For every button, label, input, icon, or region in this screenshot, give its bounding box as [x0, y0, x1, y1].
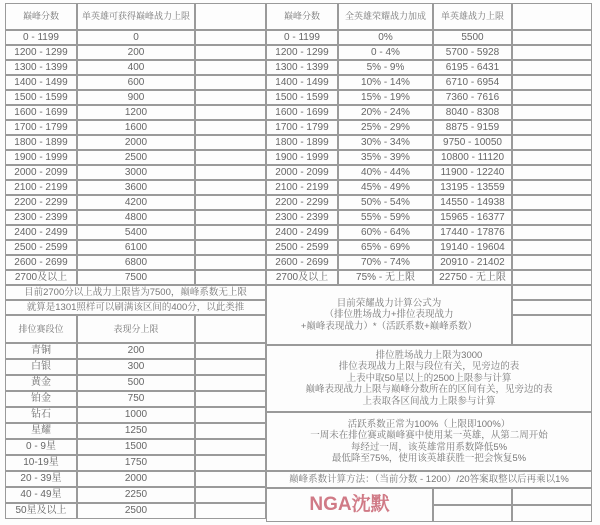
active-coefficient-box-line: 一周未在排位赛或巅峰赛中使用某一英雄，从第二周开始: [310, 430, 548, 442]
table-cell-score: 1700 - 1799: [5, 120, 77, 135]
rank-cell-empty: [195, 343, 266, 359]
table-cell-bonus: 65% - 69%: [338, 240, 433, 255]
table-cell-empty: [512, 90, 592, 105]
table-cell-score: 1600 - 1699: [266, 105, 338, 120]
table-cell-limit: 900: [77, 90, 195, 105]
rank-cell-empty: [195, 455, 266, 471]
table-cell-empty: [512, 135, 592, 150]
table-cell-limit: 4800: [77, 210, 195, 225]
limits-box-line: 排位胜场战力上限为3000: [375, 350, 483, 362]
left-header-empty: [195, 3, 266, 30]
table-cell-limit: 19140 - 19604: [433, 240, 512, 255]
rank-cell-tier: 50星及以上: [5, 503, 77, 519]
rank-cell-limit: 1000: [77, 407, 195, 423]
table-cell-empty: [512, 255, 592, 270]
rank-cell-tier: 40 - 49星: [5, 487, 77, 503]
table-cell-empty: [512, 45, 592, 60]
rank-cell-tier: 20 - 39星: [5, 471, 77, 487]
table-cell-limit: 11900 - 12240: [433, 165, 512, 180]
table-cell-empty: [512, 150, 592, 165]
rank-header-tier: 排位赛段位: [5, 315, 77, 343]
left-header-score: 巅峰分数: [5, 3, 77, 30]
table-cell-limit: 5500: [433, 30, 512, 45]
rank-cell-empty: [195, 391, 266, 407]
table-cell-empty: [195, 270, 266, 285]
table-cell-empty: [512, 210, 592, 225]
table-cell-score: 2500 - 2599: [5, 240, 77, 255]
table-cell-score: 2600 - 2699: [266, 255, 338, 270]
table-cell-score: 2300 - 2399: [266, 210, 338, 225]
rank-cell-tier: 黄金: [5, 375, 77, 391]
table-cell-empty: [195, 135, 266, 150]
table-cell-empty: [195, 240, 266, 255]
rank-cell-limit: 750: [77, 391, 195, 407]
table-cell-empty: [512, 75, 592, 90]
table-cell-limit: 22750 - 无上限: [433, 270, 512, 285]
table-cell-empty: [195, 165, 266, 180]
table-cell-limit: 1200: [77, 105, 195, 120]
table-cell-score: 1500 - 1599: [5, 90, 77, 105]
table-cell-empty: [195, 30, 266, 45]
active-coefficient-box-line: 每经过一周，该英雄常用系数降低5%: [350, 441, 508, 453]
formula-box: [266, 285, 512, 345]
table-cell-bonus: 45% - 49%: [338, 180, 433, 195]
table-cell-bonus: 20% - 24%: [338, 105, 433, 120]
table-cell-bonus: 5% - 9%: [338, 60, 433, 75]
rank-header-limit: 表现分上限: [77, 315, 195, 343]
table-cell-empty: [195, 45, 266, 60]
table-cell-empty: [195, 75, 266, 90]
table-cell-empty: [512, 30, 592, 45]
table-cell-limit: 3000: [77, 165, 195, 180]
limits-box: [266, 345, 592, 412]
table-cell-score: 2700及以上: [266, 270, 338, 285]
table-cell-limit: 600: [77, 75, 195, 90]
table-cell-limit: 8040 - 8308: [433, 105, 512, 120]
table-cell-limit: 15965 - 16377: [433, 210, 512, 225]
right-header-bonus: 全英雄荣耀战力加成: [338, 3, 433, 30]
table-cell-score: 1200 - 1299: [266, 45, 338, 60]
table-cell-empty: [195, 255, 266, 270]
rank-cell-empty: [195, 359, 266, 375]
table-cell-score: 2600 - 2699: [5, 255, 77, 270]
table-cell-score: 1700 - 1799: [266, 120, 338, 135]
empty-cell: [512, 505, 592, 522]
rank-cell-empty: [195, 407, 266, 423]
empty-cell: [512, 300, 592, 315]
rank-cell-limit: 1250: [77, 423, 195, 439]
empty-cell: [433, 488, 512, 505]
table-cell-empty: [512, 225, 592, 240]
table-cell-limit: 2000: [77, 135, 195, 150]
table-cell-score: 1900 - 1999: [5, 150, 77, 165]
rank-cell-tier: 0 - 9星: [5, 439, 77, 455]
empty-cell: [512, 315, 592, 345]
table-cell-bonus: 15% - 19%: [338, 90, 433, 105]
table-cell-limit: 14550 - 14938: [433, 195, 512, 210]
table-cell-score: 1800 - 1899: [5, 135, 77, 150]
rank-cell-limit: 2250: [77, 487, 195, 503]
table-cell-score: 1600 - 1699: [5, 105, 77, 120]
table-cell-empty: [195, 150, 266, 165]
limits-box-line: 排位表现战力上限与段位有关，见旁边的表: [338, 361, 520, 373]
table-cell-score: 2700及以上: [5, 270, 77, 285]
table-cell-empty: [195, 105, 266, 120]
right-header-score: 巅峰分数: [266, 3, 338, 30]
table-cell-empty: [195, 195, 266, 210]
table-cell-limit: 6710 - 6954: [433, 75, 512, 90]
table-cell-bonus: 55% - 59%: [338, 210, 433, 225]
table-cell-score: 1200 - 1299: [5, 45, 77, 60]
table-cell-score: 1900 - 1999: [266, 150, 338, 165]
table-cell-limit: 200: [77, 45, 195, 60]
rank-cell-limit: 300: [77, 359, 195, 375]
table-cell-score: 2400 - 2499: [5, 225, 77, 240]
formula-box-line: 目前荣耀战力计算公式为: [336, 297, 442, 309]
rank-cell-limit: 2000: [77, 471, 195, 487]
table-cell-limit: 0: [77, 30, 195, 45]
rank-cell-tier: 星耀: [5, 423, 77, 439]
table-cell-limit: 13195 - 13559: [433, 180, 512, 195]
right-header-limit: 单英雄战力上限: [433, 3, 512, 30]
table-cell-score: 0 - 1199: [5, 30, 77, 45]
rank-cell-empty: [195, 439, 266, 455]
rank-cell-empty: [195, 503, 266, 519]
table-cell-empty: [512, 195, 592, 210]
table-cell-limit: 6800: [77, 255, 195, 270]
table-cell-limit: 2500: [77, 150, 195, 165]
table-cell-empty: [195, 210, 266, 225]
table-cell-limit: 9750 - 10050: [433, 135, 512, 150]
table-cell-empty: [512, 180, 592, 195]
table-cell-empty: [512, 120, 592, 135]
rank-cell-empty: [195, 487, 266, 503]
table-cell-bonus: 60% - 64%: [338, 225, 433, 240]
table-cell-score: 0 - 1199: [266, 30, 338, 45]
table-cell-bonus: 25% - 29%: [338, 120, 433, 135]
table-cell-score: 2100 - 2199: [266, 180, 338, 195]
table-cell-score: 2300 - 2399: [5, 210, 77, 225]
right-header-empty: [512, 3, 592, 30]
table-cell-empty: [512, 60, 592, 75]
table-cell-empty: [512, 270, 592, 285]
table-cell-limit: 6195 - 6431: [433, 60, 512, 75]
active-coefficient-box-line: 活跃系数正常为100%（上限即100%）: [347, 418, 511, 430]
rank-cell-limit: 1500: [77, 439, 195, 455]
table-cell-limit: 10800 - 11120: [433, 150, 512, 165]
table-cell-bonus: 35% - 39%: [338, 150, 433, 165]
table-cell-bonus: 0%: [338, 30, 433, 45]
table-cell-limit: 8875 - 9159: [433, 120, 512, 135]
note-interval: 就算是1301照样可以刷满该区间的400分，以此类推: [5, 300, 266, 315]
table-cell-score: 2500 - 2599: [266, 240, 338, 255]
limits-box-line: 上表中取50星以上的2500上限参与计算: [346, 372, 512, 384]
table-cell-empty: [195, 120, 266, 135]
table-cell-empty: [195, 60, 266, 75]
table-cell-bonus: 75% - 无上限: [338, 270, 433, 285]
table-cell-limit: 5700 - 5928: [433, 45, 512, 60]
rank-cell-tier: 10-19星: [5, 455, 77, 471]
table-cell-empty: [195, 90, 266, 105]
empty-cell: [433, 505, 512, 522]
table-cell-bonus: 70% - 74%: [338, 255, 433, 270]
table-cell-limit: 6100: [77, 240, 195, 255]
table-cell-limit: 400: [77, 60, 195, 75]
rank-cell-empty: [195, 471, 266, 487]
rank-cell-tier: 青铜: [5, 343, 77, 359]
table-cell-limit: 3600: [77, 180, 195, 195]
active-coefficient-box-line: 最低降至75%，使用该英雄获胜一把会恢复5%: [331, 452, 527, 464]
formula-box-line: （排位胜场战力+排位表现战力: [324, 309, 454, 321]
rank-cell-tier: 钻石: [5, 407, 77, 423]
table-cell-empty: [512, 165, 592, 180]
rank-cell-tier: 铂金: [5, 391, 77, 407]
table-cell-limit: 1600: [77, 120, 195, 135]
table-cell-score: 2100 - 2199: [5, 180, 77, 195]
table-cell-limit: 20910 - 21402: [433, 255, 512, 270]
table-cell-empty: [512, 240, 592, 255]
peak-coefficient-formula: 巅峰系数计算方法：（当前分数 - 1200）/20答案取整以后再乘以1%: [266, 471, 592, 488]
table-cell-limit: 5400: [77, 225, 195, 240]
table-cell-score: 1400 - 1499: [266, 75, 338, 90]
table-cell-score: 1300 - 1399: [5, 60, 77, 75]
table-cell-score: 1800 - 1899: [266, 135, 338, 150]
note-cap: 目前2700分以上战力上限皆为7500，巅峰系数无上限: [5, 285, 266, 300]
rank-cell-empty: [195, 423, 266, 439]
table-cell-bonus: 50% - 54%: [338, 195, 433, 210]
table-cell-empty: [195, 180, 266, 195]
rank-cell-limit: 200: [77, 343, 195, 359]
active-coefficient-box: [266, 412, 592, 471]
limits-box-line: 巅峰表现战力上限与巅峰分数所在的区间有关，见旁边的表: [305, 384, 553, 396]
empty-cell: [512, 488, 592, 505]
table-cell-limit: 17440 - 17876: [433, 225, 512, 240]
table-cell-bonus: 30% - 34%: [338, 135, 433, 150]
table-cell-score: 2200 - 2299: [5, 195, 77, 210]
table-cell-score: 2400 - 2499: [266, 225, 338, 240]
table-cell-bonus: 0 - 4%: [338, 45, 433, 60]
table-cell-bonus: 10% - 14%: [338, 75, 433, 90]
table-cell-score: 2000 - 2099: [5, 165, 77, 180]
table-cell-empty: [195, 225, 266, 240]
table-cell-score: 2000 - 2099: [266, 165, 338, 180]
rank-cell-limit: 500: [77, 375, 195, 391]
table-cell-limit: 4200: [77, 195, 195, 210]
table-cell-score: 2200 - 2299: [266, 195, 338, 210]
table-cell-limit: 7500: [77, 270, 195, 285]
rank-header-empty: [195, 315, 266, 343]
left-header-limit: 单英雄可获得巅峰战力上限: [77, 3, 195, 30]
rank-cell-limit: 2500: [77, 503, 195, 519]
rank-cell-limit: 1750: [77, 455, 195, 471]
limits-box-line: 上表取各区间战力上限参与计算: [362, 395, 496, 407]
rank-cell-tier: 白银: [5, 359, 77, 375]
empty-cell: [512, 285, 592, 300]
table-cell-score: 1400 - 1499: [5, 75, 77, 90]
formula-box-line: +巅峰表现战力）*（活跃系数+巅峰系数）: [300, 320, 478, 332]
table-cell-limit: 7360 - 7616: [433, 90, 512, 105]
table-cell-score: 1300 - 1399: [266, 60, 338, 75]
table-cell-score: 1500 - 1599: [266, 90, 338, 105]
watermark: NGA沈默: [266, 488, 433, 522]
table-cell-bonus: 40% - 44%: [338, 165, 433, 180]
table-cell-empty: [512, 105, 592, 120]
rank-cell-empty: [195, 375, 266, 391]
